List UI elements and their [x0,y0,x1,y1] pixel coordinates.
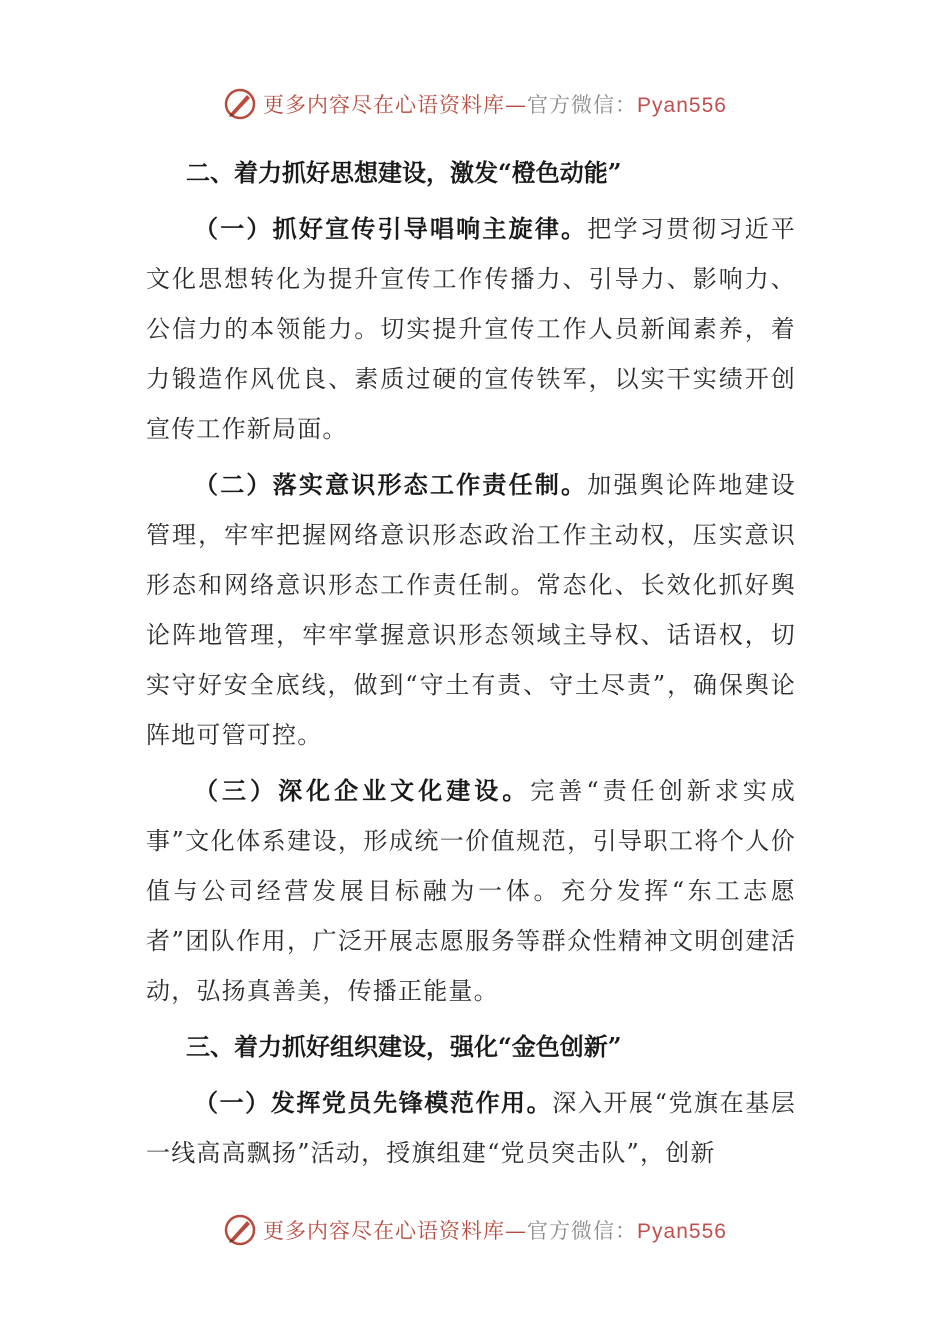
paragraph [146,766,796,1016]
watermark-text [263,1215,727,1245]
footer-watermark [0,1210,950,1250]
watermark-text [263,89,727,119]
section-heading: 三、着力抓好组织建设，强化“金色创新” [186,1032,622,1061]
watermark-dash: — [505,1219,528,1243]
quill-logo-icon [223,1213,257,1247]
quill-logo-icon [223,87,257,121]
watermark-site: 更多内容尽在心语资料库 [263,93,506,117]
watermark-dash: — [505,93,528,117]
section-heading: 二、着力抓好思想建设，激发“橙色动能” [186,158,622,187]
paragraph-body: 完善“责任创新求实成事”文化体系建设，形成统一价值规范，引导职工将个人价值与公司经营发展目标融为一体。充分发挥“东工志愿者”团队作用，广泛开展志愿服务等群众性精神文明创建活动，弘扬真善美，传播正能量。 [146,777,796,1005]
watermark-wechat-id: Pyan556 [637,1220,727,1243]
watermark-site: 更多内容尽在心语资料库 [263,1219,506,1243]
watermark-wechat-id: Pyan556 [637,94,727,117]
paragraph-lead: （一）发挥党员先锋模范作用。 [194,1088,553,1117]
paragraph [146,1078,796,1178]
paragraph-body: 把学习贯彻习近平文化思想转化为提升宣传工作传播力、引导力、影响力、公信力的本领能力。切实提升宣传工作人员新闻素养，着力锻造作风优良、素质过硬的宣传铁军，以实干实绩开创宣传工作新局面。 [146,215,796,443]
paragraph-body: 加强舆论阵地建设管理，牢牢把握网络意识形态政治工作主动权，压实意识形态和网络意识形态工作责任制。常态化、长效化抓好舆论阵地管理，牢牢掌握意识形态领域主导权、话语权，切实守好安全底线，做到“守土有责、守土尽责”，确保舆论阵地可管可控。 [146,471,796,749]
header-watermark [0,84,950,124]
watermark-wechat-label: 官方微信： [527,93,638,117]
paragraph-body: 深入开展“党旗在基层一线高高飘扬”活动，授旗组建“党员突击队”，创新 [146,1089,796,1167]
paragraph [146,460,796,760]
paragraph-lead: （二）落实意识形态工作责任制。 [194,470,588,499]
watermark-wechat-label: 官方微信： [527,1219,638,1243]
paragraph-lead: （一）抓好宣传引导唱响主旋律。 [194,214,588,243]
document-body [146,148,796,1184]
paragraph [146,204,796,454]
paragraph-lead: （三）深化企业文化建设。 [194,776,531,805]
